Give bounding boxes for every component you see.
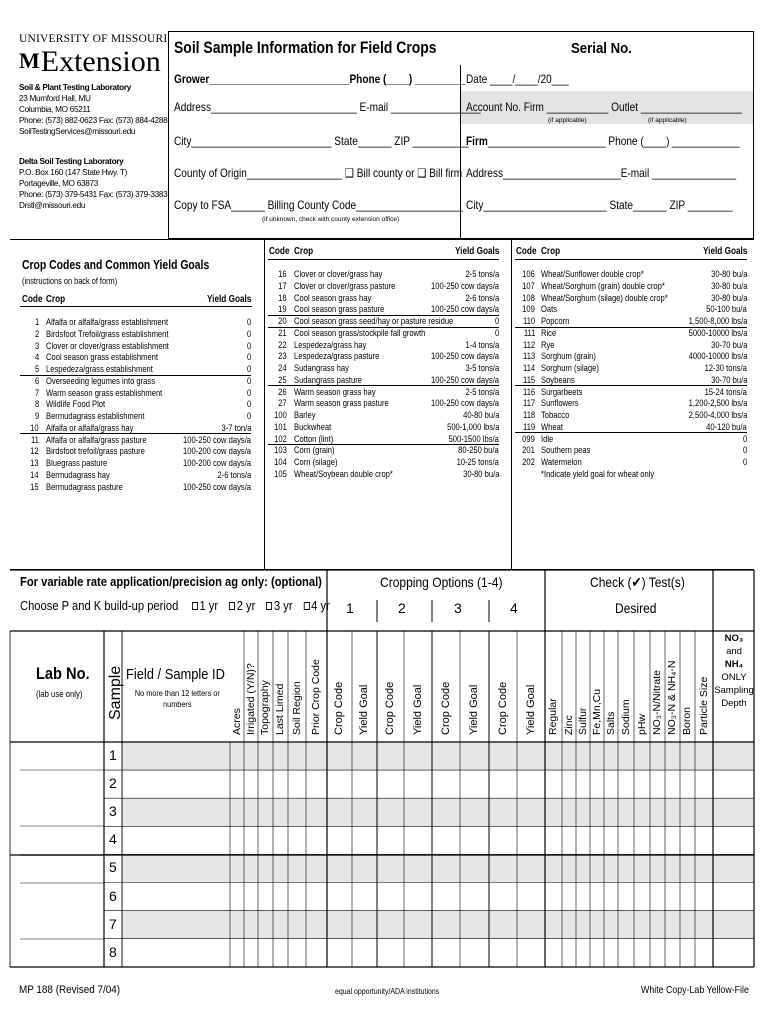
crop-name: Overseeding legumes into grass [46, 375, 155, 387]
crop-name: Wheat/Sunflower double crop* [541, 269, 644, 280]
yield-goal: 100-250 cow days/a [430, 374, 499, 386]
header-0: Acres [231, 708, 243, 735]
crop-code: 27 [278, 398, 287, 410]
yield-goal: 100-250 cow days/a [430, 280, 499, 292]
crop-name: Popcorn [541, 316, 570, 327]
yield-goal: 0 [742, 445, 747, 457]
crop-code: 113 [522, 351, 535, 363]
crop-name: Alfalfa or alfalfa/grass hay [46, 422, 134, 434]
yield-goal: 0 [246, 411, 251, 422]
build-up-2yr[interactable]: 2 yr [229, 598, 255, 613]
yield-goal: 0 [246, 340, 251, 352]
yield-goal: 0 [246, 328, 251, 340]
header-1: Irrigated (Y/N)? [245, 663, 257, 735]
yield-goal: 30-80 bu/a [462, 468, 499, 480]
crop-name: Wheat [541, 421, 563, 433]
yield-goal: 100-250 cow days/a [182, 434, 251, 446]
field-id-header: Field / Sample ID [126, 666, 225, 683]
test-header-1: Zinc [563, 715, 575, 735]
crop-name: Cool season grass establishment [46, 352, 158, 364]
yield-goal: 0 [246, 399, 251, 411]
depth-header-line: NH₄ [724, 659, 744, 670]
crop-code-header: Crop Code [440, 681, 452, 735]
crop-name: Lespedeza/grass establishment [46, 364, 153, 375]
crop-code: 106 [522, 269, 535, 280]
fsa-field[interactable]: Copy to FSA______ Billing County Code___________________ [174, 198, 463, 212]
build-up-4yr[interactable]: 4 yr [303, 598, 329, 613]
extension-logo: MExtension [19, 45, 161, 78]
yield-goal: 0 [494, 316, 499, 327]
yield-goal: 100-250 cow days/a [430, 398, 499, 410]
test-header-4: Salts [605, 711, 617, 735]
yield-goal: 5000-10000 lbs/a [688, 327, 747, 339]
lab-no-header: Lab No. [36, 664, 90, 683]
crop-name: Corn (grain) [294, 445, 335, 457]
yield-goal: 30-70 bu/a [710, 339, 747, 351]
crop-code: 114 [522, 363, 535, 374]
crop-name: Rice [541, 327, 557, 339]
yield-goal: 0 [246, 387, 251, 399]
test-header-7: NO₃-N/Nitrate [651, 670, 663, 735]
form-number: MP 188 (Revised 7/04) [19, 984, 121, 996]
crop-name: Buckwheat [294, 421, 332, 433]
sample-row-number: 5 [109, 859, 117, 876]
col-yield-header-1: Yield Goals [207, 294, 252, 305]
crop-name: Warm season grass pasture [294, 398, 389, 410]
crop-code: 8 [34, 399, 39, 411]
crop-code: 10 [30, 422, 39, 434]
crop-code: 13 [30, 458, 39, 469]
test-header-0: Regular [547, 698, 559, 735]
crop-name: Wildlife Food Plot [46, 399, 106, 411]
firm-address-field[interactable]: Address_____________________E-mail _______________ [466, 166, 737, 180]
test-header-6: pHw [636, 713, 648, 735]
col-code-header-2: Code [269, 246, 290, 257]
yield-goal: 0 [494, 327, 499, 339]
sample-row-number: 4 [109, 831, 117, 848]
test-header-10: Particle Size [698, 676, 710, 735]
mu-mark-icon: M [19, 48, 40, 73]
crop-code: 14 [30, 469, 39, 481]
crop-code: 23 [278, 351, 287, 363]
crop-code-header: Crop Code [333, 681, 345, 735]
yield-goal: 500-1500 lbs/a [448, 433, 499, 445]
sample-row-number: 7 [109, 915, 117, 932]
crop-code: 22 [278, 339, 287, 351]
yield-goal: 50-100 bu/a [706, 304, 747, 316]
crop-code: 100 [274, 410, 287, 421]
crop-name: Lespedeza/grass hay [294, 339, 367, 351]
account-note-firm: (if applicable) [548, 117, 587, 124]
crop-name: Tobacco [541, 410, 570, 421]
yield-goal: 100-250 cow days/a [182, 481, 251, 493]
yield-goal: 0 [246, 317, 251, 328]
yield-goal: 100-250 cow days/a [430, 351, 499, 363]
yield-goal: 40-120 bu/a [706, 421, 747, 433]
county-field[interactable]: County of Origin_________________ ❑ Bill county or ❑ Bill firm [174, 166, 463, 180]
crop-code: 17 [278, 280, 287, 292]
yield-goal: 2-6 tons/a [217, 469, 251, 481]
option-number-1: 1 [346, 600, 354, 616]
crop-code: 111 [523, 327, 535, 339]
yield-goal: 30-70 bu/a [710, 374, 747, 386]
crop-code: 119 [522, 421, 535, 433]
crop-name: *Indicate yield goal for wheat only [541, 468, 655, 480]
crop-name: Bermudagrass pasture [46, 481, 123, 493]
yield-goal: 100-200 cow days/a [182, 446, 251, 458]
crop-code: 24 [278, 363, 287, 374]
option-number-2: 2 [398, 600, 406, 616]
crop-name: Warm season grass hay [294, 386, 376, 398]
yield-goal: 40-80 bu/a [462, 410, 499, 421]
yield-goal: 4000-10000 lbs/a [688, 351, 747, 363]
copy-distribution: White Copy-Lab Yellow-File [641, 984, 749, 996]
crop-code: 1 [34, 317, 39, 328]
yield-goal-header: Yield Goal [525, 684, 537, 735]
crop-code-header: Crop Code [497, 681, 509, 735]
yield-goal: 0 [246, 352, 251, 364]
crop-name: Bluegrass pasture [46, 458, 108, 469]
check-tests-label: Check (✔) Test(s) [590, 574, 685, 590]
firm-field[interactable]: Firm_____________________ Phone (____) ____________ [466, 134, 740, 148]
crop-code: 103 [274, 445, 287, 457]
crop-name: Rye [541, 339, 555, 351]
depth-header-line: Sampling [714, 685, 754, 696]
lab-info-columbia: Soil & Plant Testing Laboratory 23 Mumford Hall, MU Columbia, MO 65211 Phone: (573) 882-0623 Fax: (573) 884-4288 SoilTestingServices@missouri.edu [19, 83, 168, 136]
yield-goal: 80-250 bu/a [458, 445, 499, 457]
crop-code: 6 [34, 375, 39, 387]
fsa-note: (if unknown, check with county extension office) [262, 216, 400, 223]
yield-goal-header: Yield Goal [358, 684, 370, 735]
crop-code: 3 [34, 340, 39, 352]
yield-goal: 0 [742, 457, 747, 468]
lab-use-note: (lab use only) [36, 689, 83, 699]
depth-header-line: and [726, 646, 742, 657]
serial-number-label: Serial No. [571, 40, 632, 57]
yield-goal: 30-80 bu/a [710, 292, 747, 304]
yield-goal: 100-200 cow days/a [182, 458, 251, 469]
grid-shade [122, 854, 754, 882]
crop-name: Watermelon [541, 457, 582, 468]
crop-name: Cool season grass/stockpile fall growth [294, 327, 426, 339]
yield-goal: 10-25 tons/a [456, 457, 499, 468]
sample-row-number: 2 [109, 775, 117, 792]
yield-goal: 2-6 tons/a [465, 292, 499, 304]
crop-name: Alfalfa or alfalfa/grass establishment [46, 317, 169, 328]
crop-name: Idle [541, 433, 554, 445]
crop-code: 110 [522, 316, 535, 327]
crop-name: Cool season grass seed/hay or pasture residue [294, 316, 454, 327]
crop-name: Clover or clover/grass establishment [46, 340, 169, 352]
crop-name: Bermudagrass hay [46, 469, 110, 481]
crop-name: Wheat/Sorghum (silage) double crop* [541, 292, 668, 304]
header-3: Last Limed [274, 683, 286, 735]
header-4: Soil Region [291, 681, 303, 735]
test-header-5: Sodium [620, 699, 632, 735]
form-title: Soil Sample Information for Field Crops [174, 38, 437, 57]
yield-goal: 30-80 bu/a [710, 280, 747, 292]
sample-row-number: 8 [109, 943, 117, 960]
depth-header-line: NO₃ [724, 633, 744, 644]
crop-code: 4 [34, 352, 39, 364]
option-number-3: 3 [454, 600, 462, 616]
grid-shade [122, 742, 754, 770]
crop-code: 118 [522, 410, 535, 421]
test-header-3: Fe,Mn,Cu [591, 688, 603, 735]
cropping-options-label: Cropping Options (1-4) [380, 574, 503, 590]
desired-label: Desired [615, 600, 657, 616]
crop-name: Surgarbeets [541, 386, 583, 398]
yield-goal: 15-24 tons/a [704, 386, 747, 398]
crop-name: Sorghum (silage) [541, 363, 599, 374]
crop-code: 15 [30, 481, 39, 493]
yield-goal: 1,500-8,000 lbs/a [688, 316, 747, 327]
crop-code: 101 [274, 421, 287, 433]
build-up-1yr[interactable]: 1 yr [192, 598, 218, 613]
crop-code: 21 [278, 327, 287, 339]
crop-code: 117 [522, 398, 535, 410]
sample-row-number: 6 [109, 887, 117, 904]
field-id-note: No more than 12 letters or numbers [134, 688, 220, 709]
crop-code: 099 [522, 433, 535, 445]
crop-name: Corn (silage) [294, 457, 338, 468]
header-5: Prior Crop Code [310, 659, 322, 735]
col-yield-header-2: Yield Goals [455, 246, 500, 257]
crop-code: 12 [30, 446, 39, 458]
yield-goal: 3-7 ton/a [221, 422, 251, 434]
col-code-header-1: Code [22, 294, 43, 305]
crop-code: 7 [34, 387, 39, 399]
crop-code: 108 [522, 292, 535, 304]
lab-info-delta: Delta Soil Testing Laboratory P.O. Box 160 (147 State Hwy. T) Portageville, MO 63873 Phone: (573) 379-5431 Fax: (573) 379-3383 Drstl@missouri.edu [19, 157, 168, 210]
col-yield-header-3: Yield Goals [703, 246, 748, 257]
crop-code: 5 [34, 364, 39, 375]
yield-goal: 2-5 tons/a [465, 386, 499, 398]
crop-name: Alfalfa or alfalfa/grass pasture [46, 434, 147, 446]
crop-code: 26 [278, 386, 287, 398]
crop-name: Lespedeza/grass pasture [294, 351, 380, 363]
build-up-3yr[interactable]: 3 yr [266, 598, 292, 613]
crop-code-header: Crop Code [384, 681, 396, 735]
crop-name: Sudangrass pasture [294, 374, 363, 386]
test-header-2: Sulfur [577, 707, 589, 735]
test-header-8: NO₃-N & NH₄-N [666, 660, 678, 735]
crop-code: 20 [278, 316, 287, 327]
yield-goal: 100-250 cow days/a [430, 304, 499, 316]
crop-name: Oats [541, 304, 558, 316]
yield-goal: 1,200-2,500 lbs/a [688, 398, 747, 410]
date-field[interactable]: Date ____/____/20___ [466, 72, 569, 86]
account-note-outlet: (if applicable) [648, 117, 687, 124]
crop-code: 115 [522, 374, 535, 386]
crop-code: 112 [522, 339, 535, 351]
yield-goal: 0 [246, 364, 251, 375]
col-code-header-3: Code [516, 246, 537, 257]
crop-name: Cool season grass pasture [294, 304, 385, 316]
yield-goal: 0 [246, 375, 251, 387]
city-field[interactable]: City_________________________ State______ ZIP __________ [174, 134, 469, 148]
yield-goal: 1-4 tons/a [465, 339, 499, 351]
crop-name: Sorghum (grain) [541, 351, 596, 363]
crop-name: Warm season grass establishment [46, 387, 163, 399]
yield-goal: 3-5 tons/a [465, 363, 499, 374]
build-up-period: Choose P and K build-up period 1 yr 2 yr 3 yr 4 yr [20, 598, 330, 613]
crop-codes-instructions: (instructions on back of form) [22, 276, 118, 286]
crop-code: 2 [34, 328, 39, 340]
crop-name: Sunflowers [541, 398, 579, 410]
equal-opportunity-note: equal opportunity/ADA institutions [335, 986, 440, 996]
sampling-depth-header [714, 632, 754, 710]
crop-name: Birdsfoot trefoil/grass pasture [46, 446, 145, 458]
grower-field[interactable]: Grower_________________________Phone (____) _________ [174, 72, 466, 86]
crop-name: Cotton (lint) [294, 433, 334, 445]
crop-code: 104 [274, 457, 287, 468]
sample-header: Sample [107, 665, 124, 720]
variable-rate-label: For variable rate application/precision ag only: (optional) [20, 574, 322, 589]
crop-name: Bermudagrass establishment [46, 411, 145, 422]
crop-code: 9 [34, 411, 39, 422]
depth-header-line: Depth [721, 698, 747, 709]
grid-shade [122, 798, 754, 826]
crop-code: 102 [274, 433, 287, 445]
header-2: Topography [259, 680, 271, 735]
address-field[interactable]: Address__________________________ E-mail ________________ [174, 100, 481, 114]
sample-row-number: 1 [109, 747, 117, 763]
crop-name: Cool season grass hay [294, 292, 372, 304]
sample-row-number: 3 [109, 803, 117, 820]
crop-name: Southern peas [541, 445, 591, 457]
crop-name: Wheat/Sorghum (grain) double crop* [541, 280, 665, 292]
crop-name: Sudangrass hay [294, 363, 349, 374]
yield-goal: 2,500-4,000 lbs/a [688, 410, 747, 421]
crop-name: Barley [294, 410, 316, 421]
crop-name: Clover or clover/grass pasture [294, 280, 396, 292]
crop-code: 202 [522, 457, 535, 468]
account-field[interactable]: Account No. Firm ___________ Outlet __________________ [466, 100, 742, 114]
option-number-4: 4 [510, 600, 518, 616]
crop-code: 109 [522, 304, 535, 316]
yield-goal: 2-5 tons/a [465, 269, 499, 280]
crop-code: 107 [522, 280, 535, 292]
crop-code: 201 [522, 445, 535, 457]
crop-name: Wheat/Soybean double crop* [294, 468, 393, 480]
col-crop-header-3: Crop [541, 246, 561, 257]
depth-header-line: ONLY [721, 672, 747, 683]
crop-name: Clover or clover/grass hay [294, 269, 383, 280]
yield-goal-header: Yield Goal [412, 684, 424, 735]
yield-goal: 0 [742, 433, 747, 445]
university-name: UNIVERSITY OF MISSOURI [19, 33, 168, 45]
test-header-9: Boron [681, 706, 693, 735]
crop-code: 11 [31, 434, 39, 446]
crop-name: Birdsfoot Trefoil/grass establishment [46, 328, 169, 340]
grid-shade [122, 911, 754, 939]
col-crop-header-1: Crop [46, 294, 66, 305]
crop-codes-title: Crop Codes and Common Yield Goals [22, 257, 210, 272]
crop-name: Soybeans [541, 374, 575, 386]
yield-goal-header: Yield Goal [468, 684, 480, 735]
crop-code: 116 [522, 386, 535, 398]
yield-goal: 12-30 tons/a [704, 363, 747, 374]
firm-city-field[interactable]: City______________________ State______ ZIP ________ [466, 198, 733, 212]
yield-goal: 30-80 bu/a [710, 269, 747, 280]
crop-code: 25 [278, 374, 287, 386]
crop-code: 105 [274, 468, 287, 480]
col-crop-header-2: Crop [294, 246, 314, 257]
yield-goal: 500-1,000 lbs/a [446, 421, 499, 433]
crop-code: 16 [278, 269, 287, 280]
crop-code: 19 [278, 304, 287, 316]
crop-code: 18 [278, 292, 287, 304]
